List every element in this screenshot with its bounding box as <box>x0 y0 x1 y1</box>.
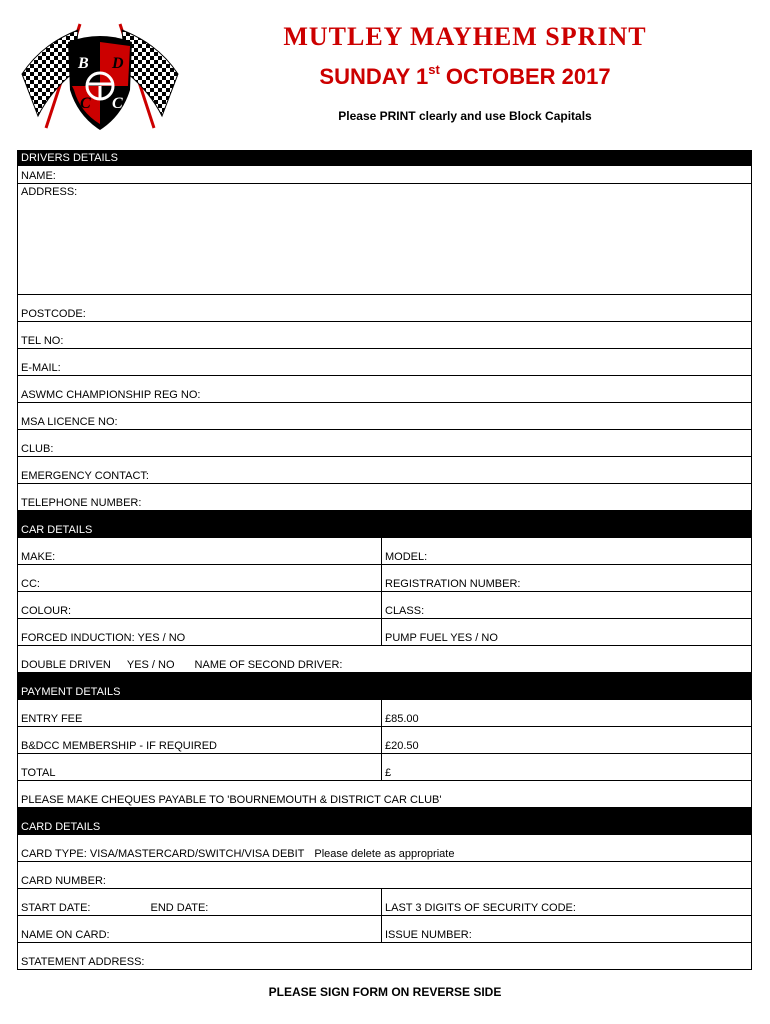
card-type-field[interactable] <box>18 835 752 862</box>
tel-row[interactable] <box>18 322 752 349</box>
postcode-field[interactable]: POSTCODE: <box>18 295 752 322</box>
total-row[interactable] <box>18 754 752 781</box>
tel-field[interactable]: TEL NO: <box>18 322 752 349</box>
make-model-row[interactable] <box>18 538 752 565</box>
address-field[interactable]: ADDRESS: <box>18 184 752 295</box>
pump-fuel-field[interactable]: PUMP FUEL YES / NO <box>382 619 752 646</box>
sign-form-notice: PLEASE SIGN FORM ON REVERSE SIDE <box>268 985 502 999</box>
emergency-row[interactable] <box>18 457 752 484</box>
card-details-header <box>18 808 752 835</box>
event-title: MUTLEY MAYHEM SPRINT <box>283 22 647 51</box>
drivers-details-header <box>18 150 752 166</box>
card-type-note: Please delete as appropriate <box>314 848 455 860</box>
card-heading: CARD DETAILS <box>18 808 752 835</box>
club-logo <box>18 20 182 134</box>
email-field[interactable]: E-MAIL: <box>18 349 752 376</box>
cc-field[interactable]: CC: <box>18 565 382 592</box>
name-issue-row[interactable] <box>18 916 752 943</box>
date-rest: OCTOBER 2017 <box>439 64 611 89</box>
msa-row[interactable] <box>18 403 752 430</box>
statement-address-field[interactable]: STATEMENT ADDRESS: <box>18 943 752 970</box>
logo-letter-d: D <box>112 55 124 72</box>
double-driven-options[interactable]: YES / NO <box>126 659 175 671</box>
model-field[interactable]: MODEL: <box>382 538 752 565</box>
car-details-header <box>18 511 752 538</box>
logo-letter-c2: C <box>112 95 123 112</box>
address-row[interactable] <box>18 184 752 295</box>
membership-label: B&DCC MEMBERSHIP - IF REQUIRED <box>18 727 382 754</box>
issue-number-field[interactable]: ISSUE NUMBER: <box>382 916 752 943</box>
cc-registration-row[interactable] <box>18 565 752 592</box>
forced-induction-field[interactable]: FORCED INDUCTION: YES / NO <box>18 619 382 646</box>
email-row[interactable] <box>18 349 752 376</box>
double-driven-field[interactable] <box>18 646 752 673</box>
entry-form <box>17 139 752 970</box>
dates-field[interactable] <box>18 889 382 916</box>
entry-fee-row <box>18 700 752 727</box>
double-driven-row[interactable] <box>18 646 752 673</box>
club-row[interactable] <box>18 430 752 457</box>
make-field[interactable]: MAKE: <box>18 538 382 565</box>
msa-licence-field[interactable]: MSA LICENCE NO: <box>18 403 752 430</box>
entry-fee-value: £85.00 <box>382 700 752 727</box>
second-driver-label: NAME OF SECOND DRIVER: <box>194 659 343 671</box>
telephone-number-field[interactable]: TELEPHONE NUMBER: <box>18 484 752 511</box>
emergency-contact-field[interactable]: EMERGENCY CONTACT: <box>18 457 752 484</box>
statement-row[interactable] <box>18 943 752 970</box>
card-type-label: CARD TYPE: VISA/MASTERCARD/SWITCH/VISA DEBIT <box>21 848 305 860</box>
double-driven-label: DOUBLE DRIVEN <box>21 659 111 671</box>
dates-security-row[interactable] <box>18 889 752 916</box>
induction-fuel-row[interactable] <box>18 619 752 646</box>
postcode-row[interactable] <box>18 295 752 322</box>
name-on-card-field[interactable]: NAME ON CARD: <box>18 916 382 943</box>
colour-class-row[interactable] <box>18 592 752 619</box>
total-value-field[interactable]: £ <box>382 754 752 781</box>
entry-fee-label: ENTRY FEE <box>18 700 382 727</box>
cheques-row <box>18 781 752 808</box>
aswmc-field[interactable]: ASWMC CHAMPIONSHIP REG NO: <box>18 376 752 403</box>
event-date <box>230 64 700 90</box>
card-number-field[interactable]: CARD NUMBER: <box>18 862 752 889</box>
registration-field[interactable]: REGISTRATION NUMBER: <box>382 565 752 592</box>
membership-value: £20.50 <box>382 727 752 754</box>
logo-letter-b: B <box>78 55 89 72</box>
total-label: TOTAL <box>18 754 382 781</box>
instruction-text: Please PRINT clearly and use Block Capitals <box>338 109 592 123</box>
drivers-heading: DRIVERS DETAILS <box>18 150 752 166</box>
header-spacer <box>18 139 752 150</box>
cheques-note: PLEASE MAKE CHEQUES PAYABLE TO 'BOURNEMOUTH & DISTRICT CAR CLUB' <box>18 781 752 808</box>
start-date-label: START DATE: <box>21 902 91 914</box>
date-prefix: SUNDAY 1 <box>319 64 429 89</box>
logo-letter-c1: C <box>80 95 91 112</box>
end-date-label: END DATE: <box>150 902 209 914</box>
name-field[interactable]: NAME: <box>18 166 752 184</box>
car-heading: CAR DETAILS <box>18 511 752 538</box>
security-code-field[interactable]: LAST 3 DIGITS OF SECURITY CODE: <box>382 889 752 916</box>
aswmc-row[interactable] <box>18 376 752 403</box>
membership-row <box>18 727 752 754</box>
payment-details-header <box>18 673 752 700</box>
payment-heading: PAYMENT DETAILS <box>18 673 752 700</box>
card-type-row[interactable] <box>18 835 752 862</box>
telephone-row[interactable] <box>18 484 752 511</box>
card-number-row[interactable] <box>18 862 752 889</box>
date-suffix: st <box>428 62 440 77</box>
name-row[interactable] <box>18 166 752 184</box>
club-field[interactable]: CLUB: <box>18 430 752 457</box>
class-field[interactable]: CLASS: <box>382 592 752 619</box>
colour-field[interactable]: COLOUR: <box>18 592 382 619</box>
